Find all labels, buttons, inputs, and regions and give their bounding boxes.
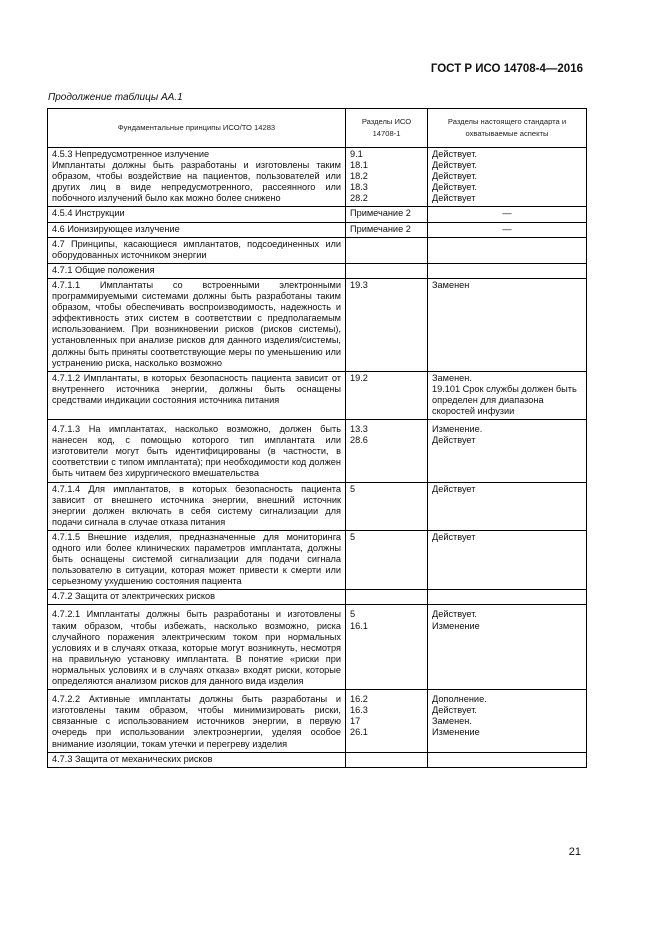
cell-line: Изменение [432,620,480,631]
cell-line: — [502,223,512,234]
section-cell [346,605,428,690]
section-cell [346,420,428,482]
cell-line: Дополнение. [432,694,487,705]
section-cell [346,263,428,278]
cell-line: 9.1 [350,149,363,159]
cell-line: Примечание 2 [350,208,411,219]
cell-line: 4.6 Ионизирующее излучение [52,223,180,234]
cell-line: 13.3 [350,424,368,435]
cell-line: Изменение [432,727,480,738]
cell-line: Действует. [432,182,477,193]
aspect-cell [428,148,587,207]
cell-line: 18.2 [350,171,368,182]
cell-line: Действует. [432,149,477,159]
cell-line: Действует [432,531,476,542]
cell-line: 4.7.1.5 Внешние изделия, предназначенные для мониторинга одного или более клинических параметров имплантата, должны быть оснащены системой сигнализации для подачи сигнала пользователю в ситуации, которая может привести к смерти или серьезному ухудшению состояния пациента [52,531,341,587]
table-caption: Продолжение таблицы АА.1 [48,92,183,103]
aspect-cell [428,590,587,605]
cell-line: 4.7.2.1 Имплантаты должны быть разработаны и изготовлены таким образом, чтобы избежать, насколько возможно, риска случайного поражения электрическим током при нормальных условиях и в случаях отказа, которые могут возникнуть, несмотря на правильную установку имплантата. В понятие «риски при нормальных условиях и в случаях отказа» входят риски, которые определяются анализом рисков для данного вида изделия [52,609,341,687]
cell-line: 4.5.4 Инструкции [52,208,125,219]
section-cell [346,237,428,263]
aspect-cell [428,690,587,752]
page-number: 21 [568,846,581,858]
aspect-cell [428,482,587,530]
aspect-cell [428,222,587,237]
cell-line: 19.2 [350,372,368,383]
cell-line: 28.2 [350,193,368,204]
aspect-cell [428,530,587,589]
principle-cell [48,690,346,752]
cell-line: 26.1 [350,727,368,738]
cell-line: 4.7.1.4 Для имплантатов, в которых безопасность пациента зависит от внешнего источника энергии, внешний источник энергии должен включать в себя систему сигнализации для подачи сигнала в случае отказа питания [52,483,341,527]
cell-line: 4.7 Принципы, касающиеся имплантатов, подсоединенных или оборудованных источником энергии [52,238,341,260]
section-cell [346,590,428,605]
section-cell [346,207,428,222]
cell-line: 5 [350,483,356,494]
table-row [48,237,587,263]
cell-line: Заменен. [432,716,472,727]
principle-cell [48,752,346,767]
aspect-cell [428,752,587,767]
section-cell [346,690,428,752]
section-cell [346,278,428,371]
aspect-cell [428,420,587,482]
table-row [48,752,587,767]
section-cell [346,752,428,767]
aspect-cell [428,278,587,371]
principle-cell [48,148,346,207]
table-row [48,222,587,237]
table-row [48,263,587,278]
cell-line: Имплантаты должны быть разработаны и изготовлены таким образом, чтобы воздействие на пациентов, пользователей или других лиц в виде непредусмотренного, рассеянного или побочного излучений было как можно более снижено [52,160,341,204]
cell-line: Изменение. [432,424,483,435]
cell-line: 4.7.1.1 Имплантаты со встроенными электронными программируемыми системами должны быть разработаны таким образом, чтобы обеспечивать воспроизводимость, надежность и эффективность этих систем в соответствии с предполагаемым использованием. При возникновении рисков (рисков системы), установленных при анализе рисков для данного изделия/системы, должны быть приняты соответствующие меры по уменьшению или устранению риска, насколько возможно [52,279,341,368]
aspect-cell [428,263,587,278]
cell-line: 4.7.3 Защита от механических рисков [52,753,213,764]
cell-line: 4.5.3 Непредусмотренное излучение [52,149,210,159]
section-cell [346,371,428,419]
cell-line: 28.6 [350,435,368,446]
cell-line: 4.7.1 Общие положения [52,264,155,275]
section-cell [346,222,428,237]
cell-line: 16.2 [350,694,368,705]
section-cell [346,148,428,207]
cell-line: 5 [350,531,356,542]
table-row [48,148,587,207]
section-cell [346,530,428,589]
table-row [48,482,587,530]
principle-cell [48,482,346,530]
column-header-sections: Разделы ИСО 14708-1 [346,109,428,148]
column-header-principles: Фундаментальные принципы ИСО/ТО 14283 [48,109,346,148]
principle-cell [48,263,346,278]
principle-cell [48,590,346,605]
cell-line: 4.7.2.2 Активные имплантаты должны быть разработаны и изготовлены таким образом, чтобы минимизировать риски, связанные с использованием источников энергии, в первую очередь при использовании электроэнергии, уделяя особое внимание изоляции, токам утечки и перегреву изделия [52,694,341,749]
cell-line: 17 [350,716,361,727]
table-row [48,371,587,419]
table-header-row [48,109,587,148]
aspect-cell [428,237,587,263]
principle-cell [48,530,346,589]
document-header: ГОСТ Р ИСО 14708-4—2016 [430,63,583,75]
cell-line: 4.7.2 Защита от электрических рисков [52,591,216,602]
principle-cell [48,207,346,222]
column-header-aspects: Разделы настоящего стандарта и охватываемые аспекты [428,109,587,148]
cell-line: Действует [432,435,476,446]
principle-cell [48,420,346,482]
aspect-cell [428,207,587,222]
cell-line: Действует. [432,705,477,716]
cell-line: 4.7.1.2 Имплантаты, в которых безопасность пациента зависит от внутреннего источника энергии, должны быть оснащены средствами индикации состояния источника питания [52,372,341,405]
cell-line: Заменен [432,279,470,290]
section-cell [346,482,428,530]
table-row [48,530,587,589]
cell-line: 5 [350,609,356,620]
table-row [48,207,587,222]
cell-line: — [502,208,512,219]
principle-cell [48,222,346,237]
aspect-cell [428,371,587,419]
cell-line: 18.1 [350,160,368,171]
table-row [48,590,587,605]
table-row [48,690,587,752]
cell-line: Действует. [432,171,477,182]
table-row [48,605,587,690]
cell-line: Примечание 2 [350,223,411,234]
cell-line: 16.1 [350,620,368,631]
cell-line: 19.101 Срок службы должен быть определен для диапазона скоростей инфузии [432,383,577,416]
cell-line: Действует [432,483,476,494]
cell-line: 16.3 [350,705,368,716]
cell-line: 18.3 [350,182,368,193]
cell-line: 4.7.1.3 На имплантатах, насколько возможно, должен быть нанесен код, с помощью которого тип имплантата или изготовители могут быть идентифицированы (в частности, в соответствии с типом имплантата); при необходимости код должен быть читаем без хирургического вмешательства [52,424,341,479]
table-row [48,420,587,482]
cell-line: Действует. [432,609,477,620]
principle-cell [48,605,346,690]
cell-line: Заменен. [432,372,472,383]
principle-cell [48,278,346,371]
aspect-cell [428,605,587,690]
principle-cell [48,237,346,263]
cell-line: Действует [432,193,476,204]
cell-line: 19.3 [350,279,368,290]
principle-cell [48,371,346,419]
cell-line: Действует. [432,160,477,171]
table-row [48,278,587,371]
correspondence-table [47,108,587,768]
